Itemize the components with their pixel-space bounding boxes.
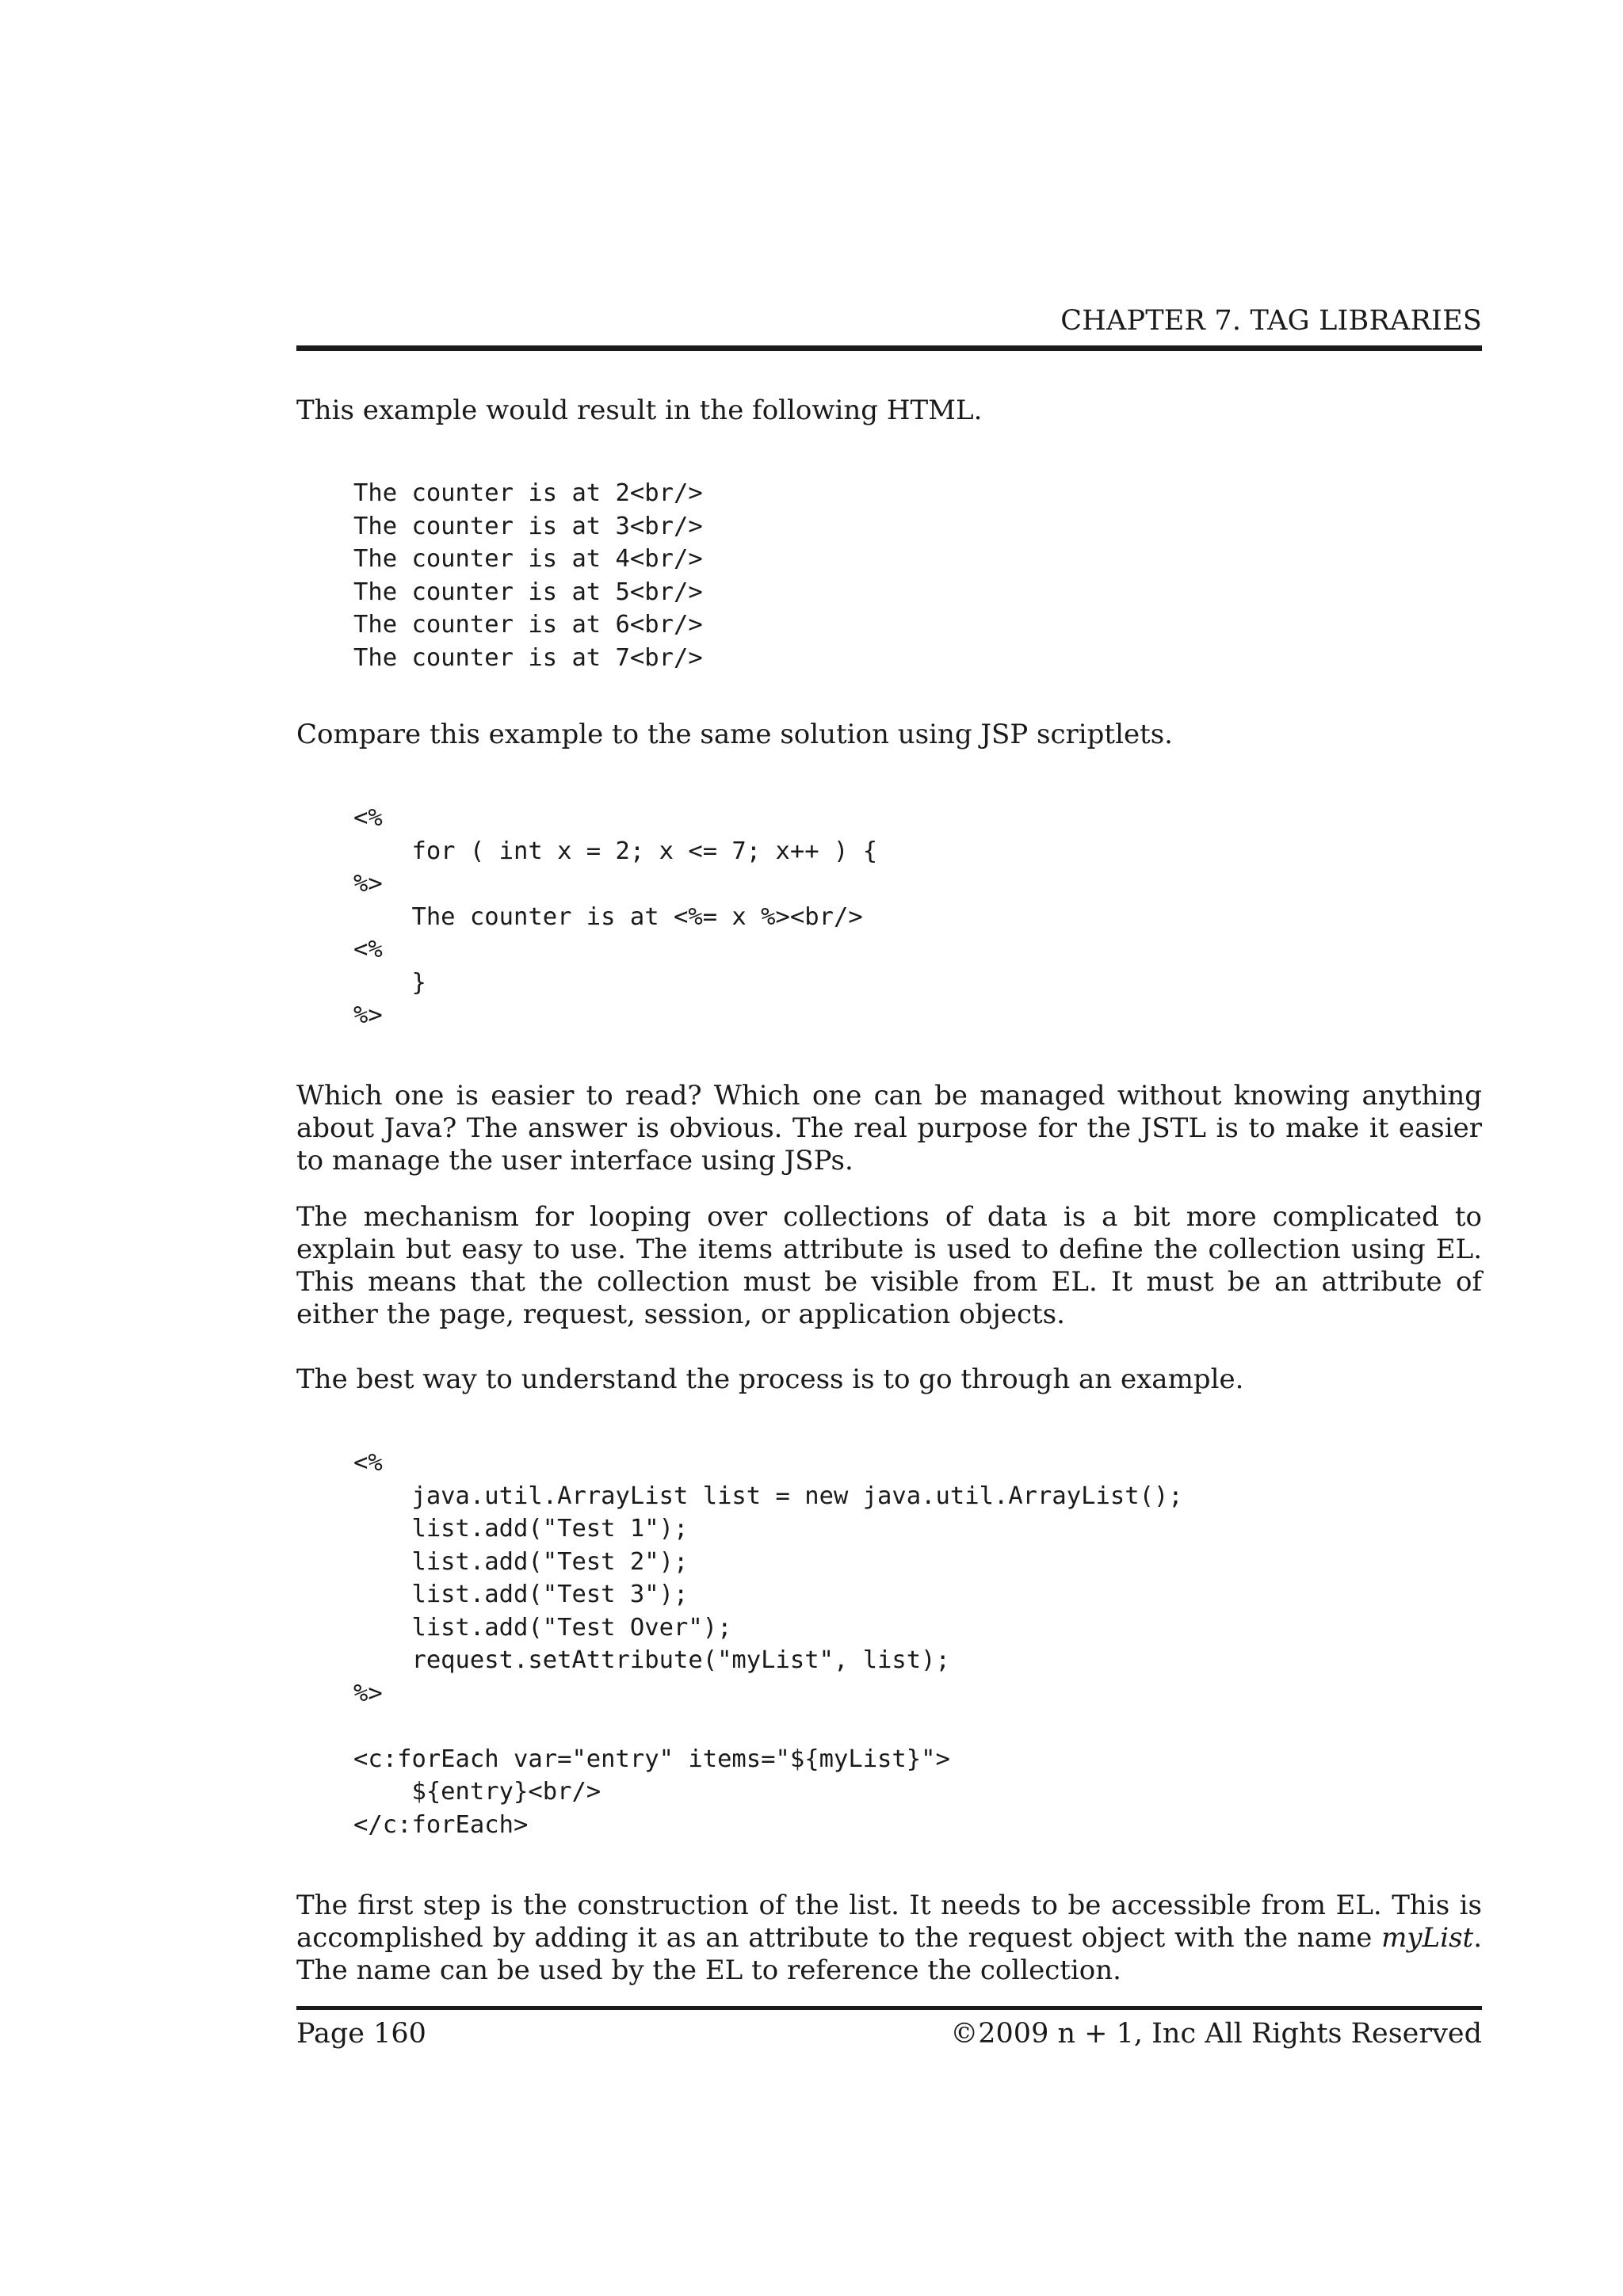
paragraph-mechanism: The mechanism for looping over collections of data is a bit more complicated to explain but easy to use. The items attribute is used to define the collection using EL. This means that the collection must be visible from EL. It must be an attribute of either the page, request, session, or application objects. [296, 1201, 1482, 1330]
code-block-scriptlet: <% for ( int x = 2; x <= 7; x++ ) { %> The counter is at <%= x %><br/> <% } %> [353, 804, 878, 1029]
running-header: CHAPTER 7. TAG LIBRARIES [1060, 305, 1482, 337]
paragraph-compare: Compare this example to the same solution using JSP scriptlets. [296, 719, 1173, 750]
paragraph-intro: This example would result in the following HTML. [296, 395, 983, 426]
book-page [296, 0, 1482, 2296]
copyright-notice: ©2009 n + 1, Inc All Rights Reserved [950, 2018, 1482, 2050]
paragraph-first-step-emphasis: myList [1381, 1922, 1474, 1954]
footer-rule [296, 2006, 1482, 2010]
paragraph-best-way: The best way to understand the process is to go through an example. [296, 1363, 1244, 1395]
header-rule [296, 345, 1482, 351]
paragraph-first-step-part1: The first step is the construction of the list. It needs to be accessible from EL. This is accomplished by adding it as an attribute to the request object with the name [296, 1890, 1482, 1954]
code-block-html-output: The counter is at 2<br/> The counter is at 3<br/> The counter is at 4<br/> The counter is at 5<br/> The counter is at 6<br/> The counter is at 7<br/> [353, 479, 703, 672]
paragraph-which-easier: Which one is easier to read? Which one can be managed without knowing anything about Java? The answer is obvious. The real purpose for the JSTL is to make it easier to manage the user interface using JSPs. [296, 1080, 1482, 1177]
page-number: Page 160 [296, 2018, 426, 2050]
paragraph-first-step-part2: . The name can be used by the EL to reference the collection. [296, 1922, 1482, 1986]
paragraph-first-step [296, 1890, 1482, 1987]
code-block-foreach: <% java.util.ArrayList list = new java.util.ArrayList(); list.add("Test 1"); list.add("Test 2"); list.add("Test 3"); list.add("Test Over"); request.setAttribute("myList", list); %> <c:forEach var="entry" items="${myList}"> ${entry}<br/> </c:forEach> [353, 1449, 1183, 1839]
